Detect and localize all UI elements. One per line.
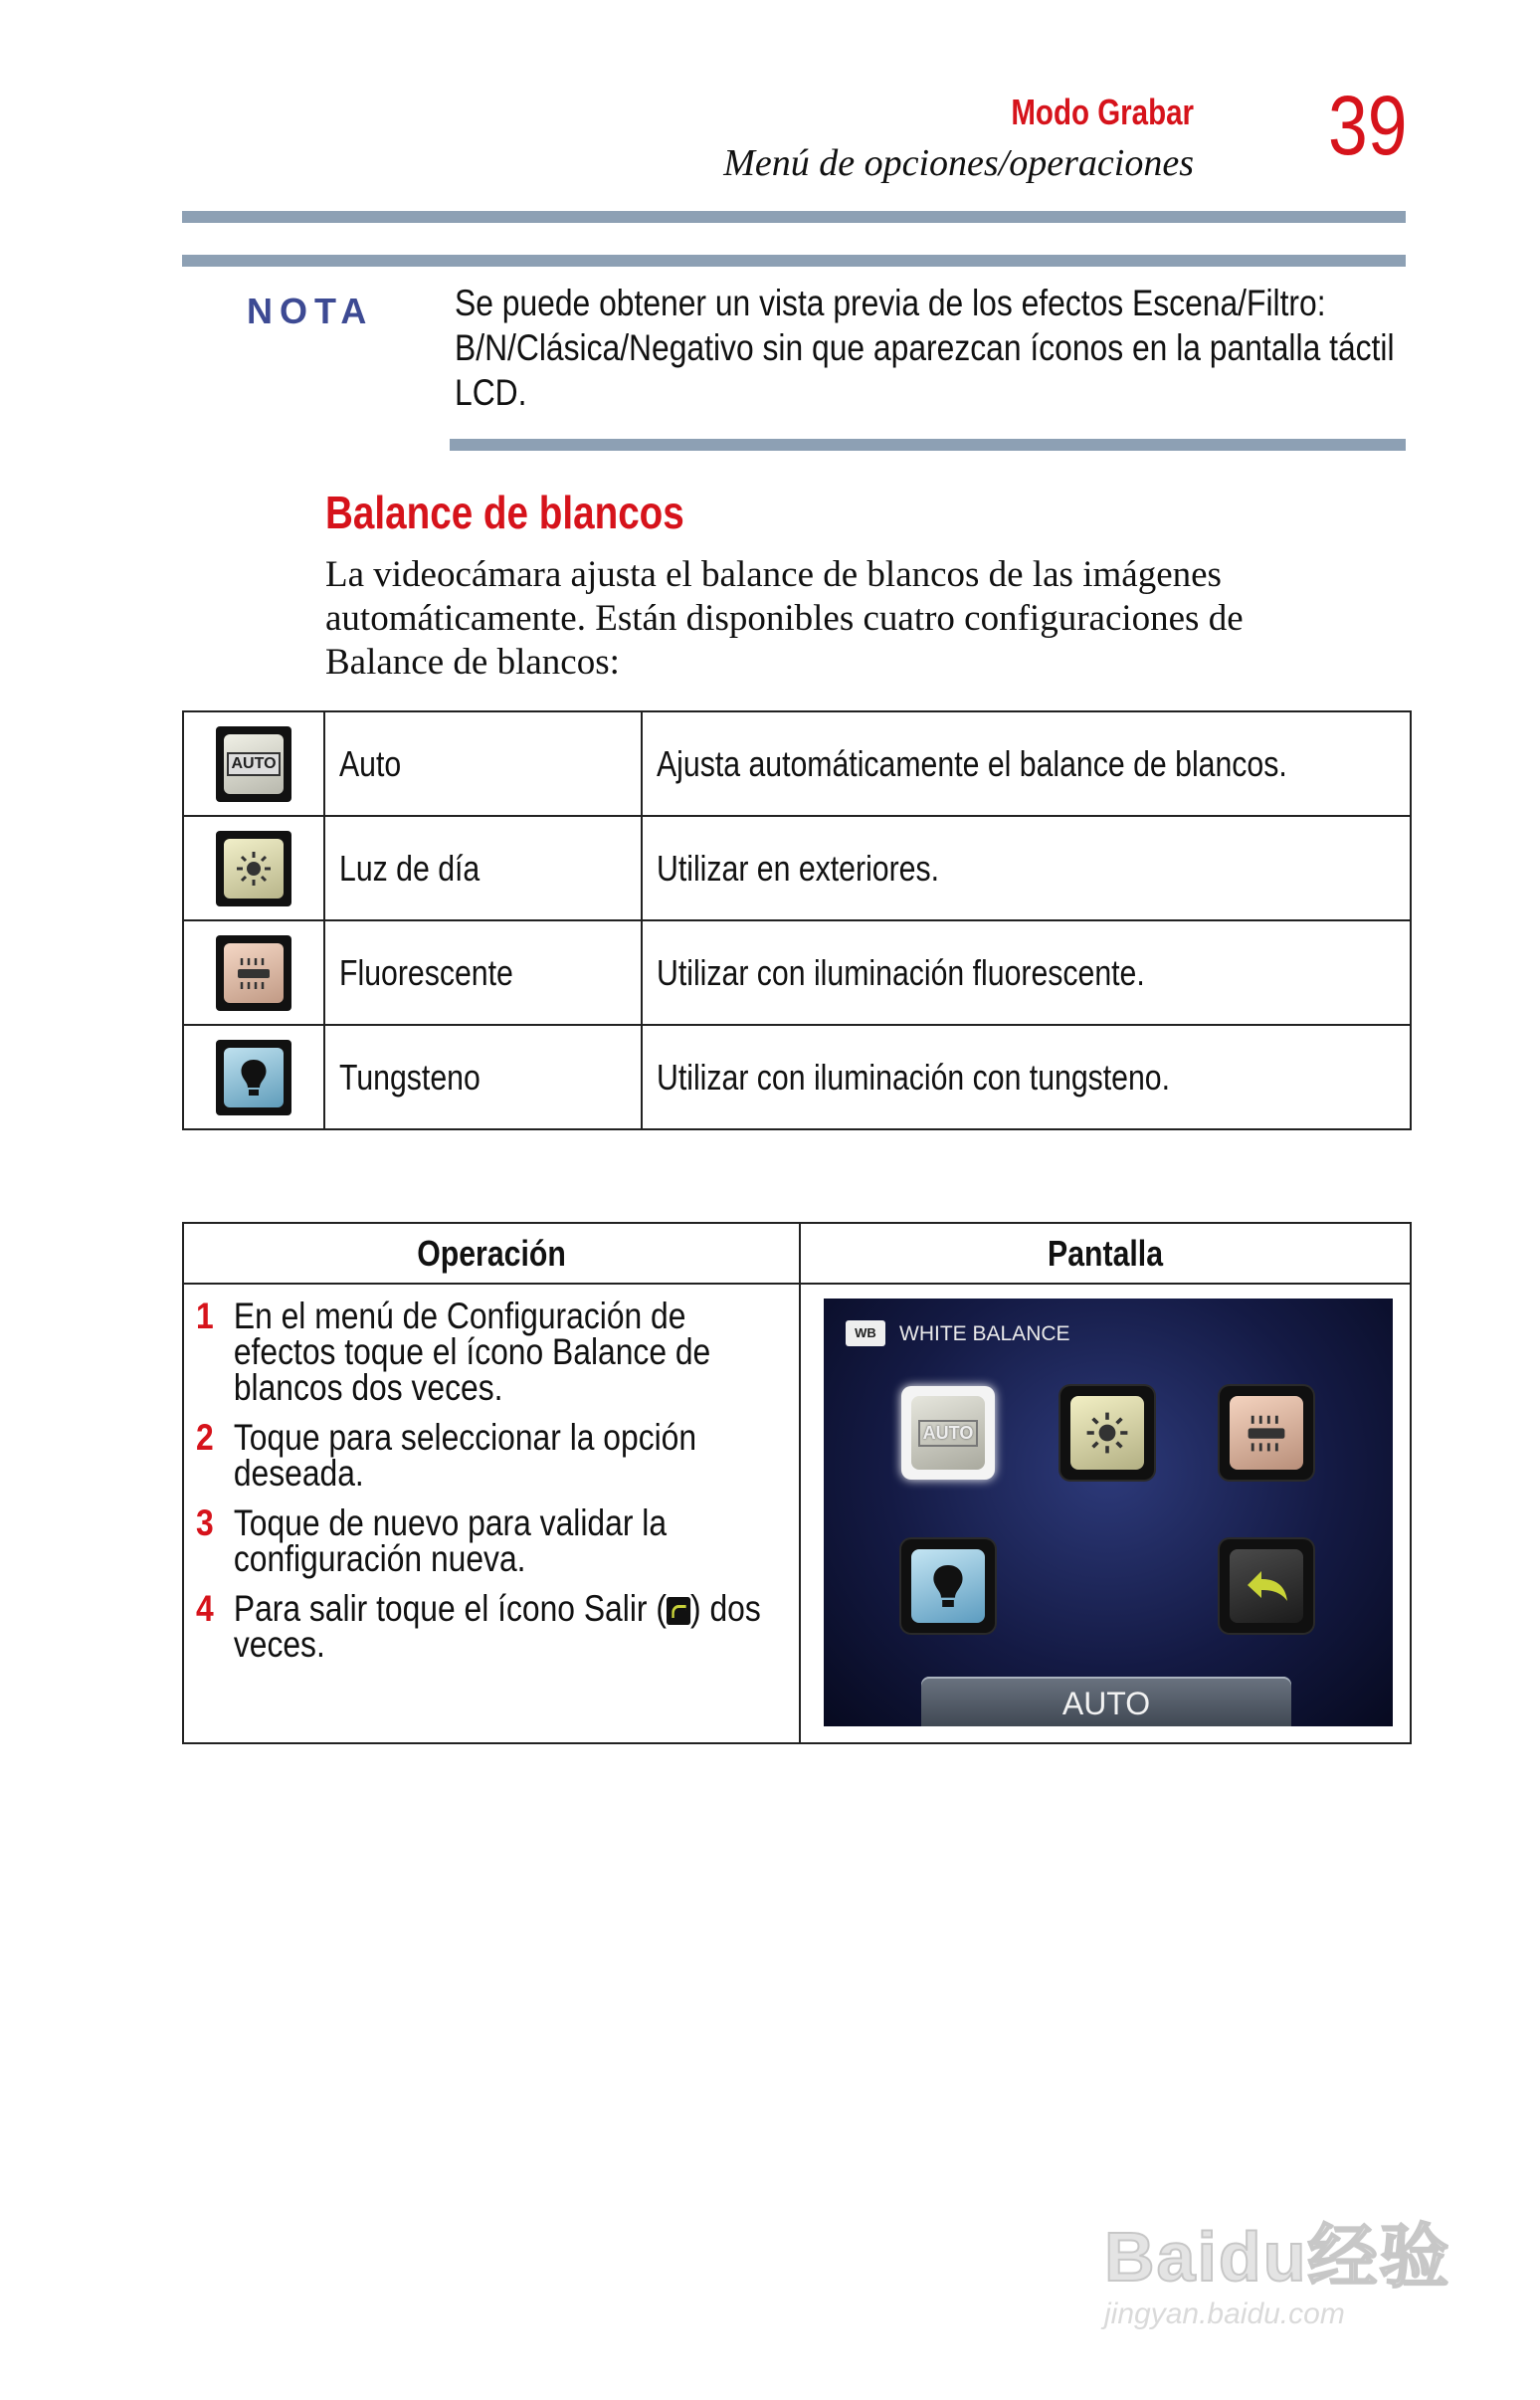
section-body: La videocámara ajusta el balance de blancos de las imágenes automáticamente. Están disponibles cuatro configuraciones de Balance de blancos: — [325, 554, 1244, 683]
tungsten-icon — [216, 1040, 291, 1115]
note-label: NOTA — [247, 291, 374, 331]
tungsten-icon — [911, 1549, 985, 1623]
wb-desc: Utilizar con iluminación con tungsteno. — [657, 1056, 1171, 1098]
current-setting-label: AUTO — [921, 1677, 1291, 1726]
step-number: 2 — [196, 1417, 214, 1458]
step-item — [196, 1296, 786, 1408]
table-row — [183, 711, 1411, 816]
auto-wb-tile[interactable] — [901, 1386, 995, 1480]
daylight-tile[interactable] — [1060, 1386, 1154, 1480]
auto-wb-icon — [216, 726, 291, 802]
steps-list — [196, 1296, 773, 1677]
table-row — [183, 816, 1411, 920]
watermark-url: jingyan.baidu.com — [1104, 2298, 1345, 2330]
wb-name: Fluorescente — [339, 951, 513, 993]
watermark-logo: Baidu经验 — [1104, 2218, 1451, 2296]
step-item — [196, 1588, 786, 1665]
daylight-icon — [1070, 1396, 1144, 1470]
wb-name: Auto — [339, 742, 402, 784]
table-row — [183, 1025, 1411, 1129]
step-item — [196, 1417, 786, 1494]
return-icon — [1230, 1549, 1303, 1623]
fluorescent-icon — [216, 935, 291, 1011]
white-balance-screen — [824, 1299, 1393, 1726]
header-operation: Operación — [417, 1232, 566, 1274]
step-text: Toque para seleccionar la opción deseada. — [233, 1417, 697, 1494]
step-item — [196, 1502, 786, 1579]
section-heading: Balance de blancos — [325, 487, 684, 538]
white-balance-table — [182, 710, 1412, 1130]
wb-desc: Ajusta automáticamente el balance de blancos. — [657, 742, 1287, 784]
white-balance-icon: WB — [846, 1320, 885, 1346]
wb-desc: Utilizar en exteriores. — [657, 847, 940, 889]
step-text: Toque de nuevo para validar la configuración nueva. — [233, 1502, 668, 1579]
subsection-title: Menú de opciones/operaciones — [723, 142, 1194, 184]
daylight-icon — [216, 831, 291, 906]
note-bottom-rule — [450, 439, 1406, 451]
header-screen: Pantalla — [1048, 1232, 1163, 1274]
fluorescent-tile[interactable] — [1220, 1386, 1313, 1480]
step-text: En el menú de Configuración de efectos toque el ícono Balance de blancos dos veces. — [233, 1296, 711, 1408]
table-header-row — [183, 1223, 1411, 1284]
step-number: 3 — [196, 1502, 214, 1543]
fluorescent-icon — [1230, 1396, 1303, 1470]
exit-tile[interactable] — [1220, 1539, 1313, 1633]
auto-tile-label: AUTO — [918, 1420, 979, 1447]
wb-desc: Utilizar con iluminación fluorescente. — [657, 951, 1145, 993]
step-number: 1 — [196, 1296, 214, 1336]
note-text: Se puede obtener un vista previa de los efectos Escena/Filtro: B/N/Clásica/Negativo sin que aparezcan íconos en la pantalla táctil LCD. — [455, 283, 1395, 413]
header-rule — [182, 211, 1406, 223]
watermark — [1104, 2201, 1450, 2331]
step-number: 4 — [196, 1588, 214, 1629]
table-row — [183, 920, 1411, 1025]
page-number: 39 — [1328, 79, 1408, 172]
screen-title: WHITE BALANCE — [899, 1322, 1070, 1345]
wb-name: Tungsteno — [339, 1056, 481, 1098]
note-top-rule — [182, 255, 1406, 267]
tungsten-tile[interactable] — [901, 1539, 995, 1633]
section-title: Modo Grabar — [1011, 92, 1194, 132]
wb-name: Luz de día — [339, 847, 481, 889]
step-text: ) dos veces. — [233, 1588, 761, 1665]
exit-icon — [667, 1597, 690, 1625]
step-text: Para salir toque el ícono Salir ( — [233, 1588, 667, 1629]
auto-icon-label: AUTO — [227, 752, 280, 776]
